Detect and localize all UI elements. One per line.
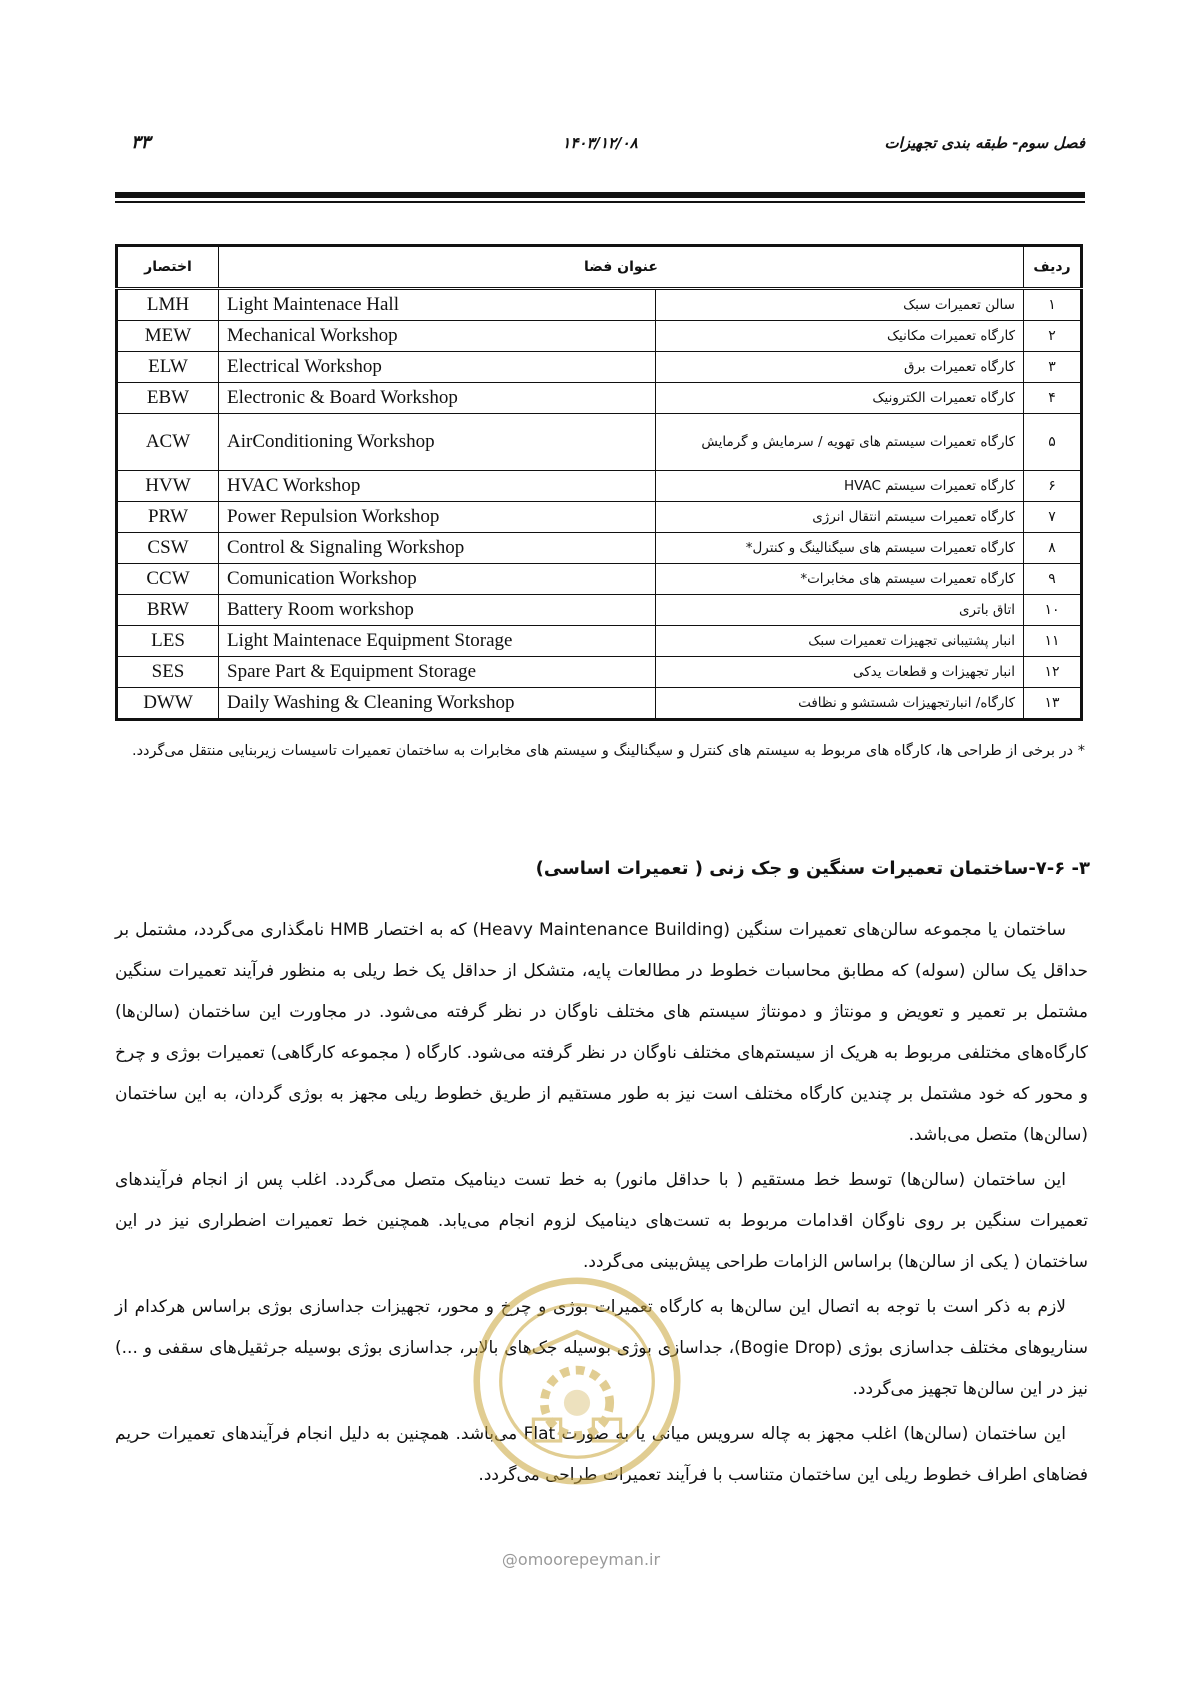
row-number-cell: ۷ xyxy=(1024,502,1082,533)
abbr-cell: BRW xyxy=(117,595,219,626)
row-number-cell: ۵ xyxy=(1024,414,1082,471)
table-row xyxy=(117,414,1082,471)
persian-title-cell: سالن تعمیرات سبک xyxy=(656,289,1024,321)
paragraph: ساختمان یا مجموعه سالن‌های تعمیرات سنگین (Heavy Maintenance Building) که به اختصار HMB نامگذاری می‌گردد، مشتمل بر حداقل یک سالن (سوله) که مطابق محاسبات خطوط در مطالعات پایه، متشکل از حداقل یک خط ریلی به منظور فرآیند تعمیرات سنگین مشتمل بر تعمیر و تعویض و مونتاژ و دمونتاژ سیستم های مختلف ناوگان در نظر گرفته می‌شود. در مجاورت این ساختمان (سالن‌ها) کارگاه‌های مختلفی مربوط به هریک از سیستم‌های مختلف ناوگان در نظر گرفته می‌شود. کارگاه ( مجموعه کارگاهی) تعمیرات بوژی و چرخ و محور که خود مشتمل بر چندین کارگاه مختلف است نیز به طور مستقیم از طریق خطوط ریلی مجهز به بوژی گردان، به این ساختمان (سالن‌ها) متصل می‌باشد. xyxy=(115,920,1088,1145)
english-title-cell: Comunication Workshop xyxy=(219,564,656,595)
row-number-cell: ۸ xyxy=(1024,533,1082,564)
abbr-cell: SES xyxy=(117,657,219,688)
persian-title-cell: کارگاه تعمیرات مکانیک xyxy=(656,321,1024,352)
english-title-cell: AirConditioning Workshop xyxy=(219,414,656,471)
abbr-cell: HVW xyxy=(117,471,219,502)
header-rule-thin xyxy=(115,201,1085,203)
row-number-cell: ۶ xyxy=(1024,471,1082,502)
persian-title-cell: کارگاه تعمیرات برق xyxy=(656,352,1024,383)
watermark-seal-icon xyxy=(468,1272,686,1490)
english-title-cell: Control & Signaling Workshop xyxy=(219,533,656,564)
row-number-cell: ۱۱ xyxy=(1024,626,1082,657)
persian-title-cell: کارگاه تعمیرات سیستم انتقال انرژی xyxy=(656,502,1024,533)
table-row xyxy=(117,564,1082,595)
english-title-cell: Spare Part & Equipment Storage xyxy=(219,657,656,688)
abbr-cell: ACW xyxy=(117,414,219,471)
row-number-cell: ۲ xyxy=(1024,321,1082,352)
english-title-cell: Electrical Workshop xyxy=(219,352,656,383)
table-row xyxy=(117,502,1082,533)
persian-title-cell: انبار پشتیبانی تجهیزات تعمیرات سبک xyxy=(656,626,1024,657)
header-row-number: ردیف xyxy=(1024,246,1082,289)
row-number-cell: ۱ xyxy=(1024,289,1082,321)
abbr-cell: DWW xyxy=(117,688,219,720)
paragraph: این ساختمان (سالن‌ها) اغلب مجهز به چاله سرویس میانی یا به صورت Flat می‌باشد. همچنین به دلیل انجام فرآیندهای تعمیرات حریم فضاهای اطراف خطوط ریلی این ساختمان متناسب با فرآیند تعمیرات طراحی می‌گردد. xyxy=(115,1424,1088,1485)
table-row xyxy=(117,657,1082,688)
abbr-cell: MEW xyxy=(117,321,219,352)
abbr-cell: LES xyxy=(117,626,219,657)
english-title-cell: Power Repulsion Workshop xyxy=(219,502,656,533)
persian-title-cell: انبار تجهیزات و قطعات یدکی xyxy=(656,657,1024,688)
table-row xyxy=(117,595,1082,626)
persian-title-cell: اتاق باتری xyxy=(656,595,1024,626)
table-row xyxy=(117,533,1082,564)
abbr-cell: CCW xyxy=(117,564,219,595)
page-number: ۳۳ xyxy=(131,132,151,153)
table-header-row xyxy=(117,246,1082,289)
english-title-cell: Electronic & Board Workshop xyxy=(219,383,656,414)
table-body xyxy=(117,289,1082,720)
persian-title-cell: کارگاه/ انبارتجهیزات شستشو و نظافت xyxy=(656,688,1024,720)
table-footnote: * در برخی از طراحی ها، کارگاه های مربوط به سیستم های کنترل و سیگنالینگ و سیستم های مخابرات به ساختمان تعمیرات تاسیسات زیربنایی منتقل می‌گردد. xyxy=(131,743,1085,759)
paragraph: لازم به ذکر است با توجه به اتصال این سالن‌ها به کارگاه تعمیرات بوژی و چرخ و محور، تجهیزات جداسازی بوژی براساس هرکدام از سناریوهای مختلف جداسازی بوژی (Bogie Drop)، جداسازی بوژی بوسیله جک‌های بالابر، جداسازی بوژی بوسیله جرثقیل‌های سقفی و ...) نیز در این سالن‌ها تجهیز می‌گردد. xyxy=(115,1297,1088,1399)
english-title-cell: Light Maintenace Equipment Storage xyxy=(219,626,656,657)
english-title-cell: Battery Room workshop xyxy=(219,595,656,626)
english-title-cell: Daily Washing & Cleaning Workshop xyxy=(219,688,656,720)
header-abbr: اختصار xyxy=(117,246,219,289)
table-row xyxy=(117,289,1082,321)
page-header xyxy=(115,128,1085,168)
row-number-cell: ۱۳ xyxy=(1024,688,1082,720)
row-number-cell: ۱۰ xyxy=(1024,595,1082,626)
row-number-cell: ۴ xyxy=(1024,383,1082,414)
chapter-title: فصل سوم- طبقه بندی تجهیزات xyxy=(884,134,1085,152)
abbr-cell: EBW xyxy=(117,383,219,414)
row-number-cell: ۳ xyxy=(1024,352,1082,383)
table-row xyxy=(117,352,1082,383)
table-row xyxy=(117,626,1082,657)
abbr-cell: ELW xyxy=(117,352,219,383)
persian-title-cell: کارگاه تعمیرات سیستم های تهویه / سرمایش و گرمایش xyxy=(656,414,1024,471)
row-number-cell: ۹ xyxy=(1024,564,1082,595)
persian-title-cell: کارگاه تعمیرات سیستم های سیگنالینگ و کنترل* xyxy=(656,533,1024,564)
english-title-cell: Mechanical Workshop xyxy=(219,321,656,352)
header-title: عنوان فضا xyxy=(219,246,1024,289)
abbr-cell: CSW xyxy=(117,533,219,564)
paragraph: این ساختمان (سالن‌ها) توسط خط مستقیم ( با حداقل مانور) به خط تست دینامیک متصل می‌گردد. اغلب پس از انجام فرآیندهای تعمیرات سنگین بر روی ناوگان اقدامات مربوط به تست‌های دینامیک لزوم انجام می‌یابد. همچنین خط تعمیرات اضطراری نیز در این ساختمان ( یکی از سالن‌ها) براساس الزامات طراحی پیش‌بینی می‌گردد. xyxy=(115,1170,1088,1272)
english-title-cell: Light Maintenace Hall xyxy=(219,289,656,321)
section-title: ۳- ۷-۶-ساختمان تعمیرات سنگین و جک زنی ( تعمیرات اساسی) xyxy=(535,858,1090,879)
table-row xyxy=(117,471,1082,502)
header-date: ۱۴۰۳/۱۲/۰۸ xyxy=(562,134,638,152)
table-row xyxy=(117,321,1082,352)
english-title-cell: HVAC Workshop xyxy=(219,471,656,502)
abbr-cell: PRW xyxy=(117,502,219,533)
table-row xyxy=(117,688,1082,720)
persian-title-cell: کارگاه تعمیرات سیستم HVAC xyxy=(656,471,1024,502)
persian-title-cell: کارگاه تعمیرات سیستم های مخابرات* xyxy=(656,564,1024,595)
table-row xyxy=(117,383,1082,414)
persian-title-cell: کارگاه تعمیرات الکترونیک xyxy=(656,383,1024,414)
header-rule-thick xyxy=(115,192,1085,198)
watermark-site: @omoorepeyman.ir xyxy=(501,1550,661,1569)
row-number-cell: ۱۲ xyxy=(1024,657,1082,688)
spaces-table xyxy=(115,244,1083,721)
abbr-cell: LMH xyxy=(117,289,219,321)
